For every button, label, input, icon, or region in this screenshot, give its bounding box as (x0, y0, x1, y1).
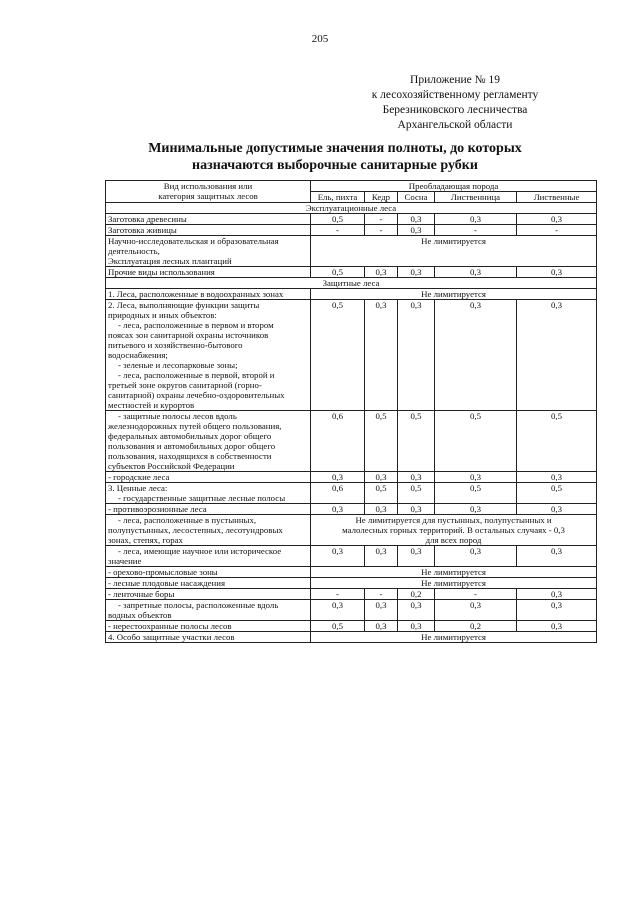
appendix-line: Архангельской области (397, 119, 513, 131)
value-cell: 0,3 (365, 546, 398, 567)
value-cell: 0,5 (435, 483, 517, 504)
no-limit-cell: Не лимитируется (311, 289, 597, 300)
row-label-line: Эксплуатация лесных плантаций (108, 256, 232, 266)
value-cell: 0,3 (311, 546, 365, 567)
appendix-line: Приложение № 19 (410, 74, 500, 86)
no-limit-cell: Не лимитируется (311, 578, 597, 589)
no-limit-cell: Не лимитируется (311, 632, 597, 643)
section-exploitation: Эксплуатационные леса (106, 203, 597, 214)
value-cell: 0,5 (365, 483, 398, 504)
table-row (106, 214, 597, 225)
value-cell: 0,3 (435, 267, 517, 278)
row-label-line: - защитные полосы лесов вдоль (118, 411, 237, 421)
value-cell: 0,3 (365, 621, 398, 632)
value-cell: 0,3 (398, 214, 435, 225)
value-cell: 0,5 (311, 267, 365, 278)
value-cell: - (365, 214, 398, 225)
row-label-line: - запретные полосы, расположенные вдоль (118, 600, 279, 610)
table-row (106, 600, 597, 621)
document-title (100, 140, 570, 174)
row-label: Заготовка древесины (106, 214, 311, 225)
row-label: Заготовка живицы (106, 225, 311, 236)
page-number: 205 (311, 33, 329, 45)
header-species: Ель, пихта (311, 192, 365, 203)
header-species-group: Преобладающая порода (311, 181, 597, 192)
value-cell: 0,3 (517, 214, 597, 225)
value-cell: - (365, 589, 398, 600)
value-cell: 0,3 (435, 504, 517, 515)
row-label: - ленточные боры (106, 589, 311, 600)
table-row (106, 567, 597, 578)
row-label-line: субъектов Российской Федерации (108, 461, 235, 471)
row-label-line: водных объектов (108, 610, 172, 620)
note-line: малолесных горных территорий. В остальных случаях - 0,3 (342, 525, 565, 535)
row-label-line: зонах, степях, горах (108, 535, 183, 545)
value-cell: 0,3 (517, 621, 597, 632)
row-label-line: полупустынных, лесостепных, лесотундровых (108, 525, 283, 535)
header-row (106, 181, 597, 192)
table-row (106, 578, 597, 589)
table-row (106, 411, 597, 472)
row-label: 4. Особо защитные участки лесов (106, 632, 311, 643)
value-cell: 0,3 (311, 504, 365, 515)
value-cell: 0,3 (398, 621, 435, 632)
row-label-line: санитарной) охраны лечебно-оздоровительных (108, 390, 285, 400)
row-label: 1. Леса, расположенные в водоохранных зонах (106, 289, 311, 300)
value-cell: 0,3 (435, 300, 517, 411)
value-cell: 0,5 (398, 483, 435, 504)
value-cell: 0,3 (517, 546, 597, 567)
value-cell: 0,3 (311, 472, 365, 483)
no-limit-cell: Не лимитируется (311, 567, 597, 578)
value-cell: 0,5 (517, 483, 597, 504)
row-label-line: деятельность, (108, 246, 160, 256)
value-cell: 0,5 (517, 411, 597, 472)
value-cell: 0,3 (517, 504, 597, 515)
row-label-line: железнодорожных путей общего пользования, (108, 421, 282, 431)
value-cell: - (365, 225, 398, 236)
row-label: - орехово-промысловые зоны (106, 567, 311, 578)
value-cell: 0,3 (365, 504, 398, 515)
value-cell: 0,5 (435, 411, 517, 472)
value-cell: 0,3 (398, 546, 435, 567)
value-cell: 0,3 (398, 300, 435, 411)
value-cell: 0,3 (365, 472, 398, 483)
row-label-line: 3. Ценные леса: (108, 483, 168, 493)
row-label-line: 2. Леса, выполняющие функции защиты (108, 300, 260, 310)
title-line-2: назначаются выборочные санитарные рубки (192, 158, 478, 173)
row-label-line: - леса, расположенные в первой, второй и (118, 370, 275, 380)
row-label-line: третьей зоне округов санитарной (горно- (108, 380, 262, 390)
row-label-line: федеральных автомобильных дорог общего (108, 431, 272, 441)
header-species: Сосна (398, 192, 435, 203)
header-species: Кедр (365, 192, 398, 203)
row-label-line: пользования, находящихся в собственности (108, 451, 272, 461)
row-label: - лесные плодовые насаждения (106, 578, 311, 589)
row-label: Прочие виды использования (106, 267, 311, 278)
value-cell: 0,5 (311, 300, 365, 411)
appendix-line: Березниковского лесничества (382, 104, 528, 116)
value-cell: 0,3 (435, 600, 517, 621)
row-label-line: - леса, имеющие научное или историческое (118, 546, 282, 556)
value-cell: 0,3 (365, 300, 398, 411)
row-label-line: пользования и автомобильных дорог общего (108, 441, 276, 451)
appendix-header (330, 73, 580, 133)
section-protective: Защитные леса (106, 278, 597, 289)
row-label-line: водоснабжения; (108, 350, 168, 360)
table-row (106, 472, 597, 483)
header-use-line: категория защитных лесов (158, 191, 258, 201)
no-limit-cell: Не лимитируется (311, 236, 597, 267)
table-row (106, 621, 597, 632)
header-species: Лиственные (517, 192, 597, 203)
row-label-line: природных и иных объектов: (108, 310, 217, 320)
density-table (105, 180, 597, 643)
table-row (106, 504, 597, 515)
value-cell: 0,3 (398, 600, 435, 621)
value-cell: 0,3 (435, 546, 517, 567)
row-label (106, 236, 311, 267)
value-cell: 0,3 (398, 504, 435, 515)
value-cell: 0,3 (517, 267, 597, 278)
row-label-line: местностей и курортов (108, 400, 195, 410)
row-label (106, 515, 311, 546)
note-line: для всех пород (425, 535, 482, 545)
appendix-line: к лесохозяйственному регламенту (371, 89, 539, 101)
table-row (106, 546, 597, 567)
table-row (106, 267, 597, 278)
value-cell: 0,3 (398, 472, 435, 483)
value-cell: 0,2 (398, 589, 435, 600)
header-species: Лиственница (435, 192, 517, 203)
row-label-line: значение (108, 556, 142, 566)
value-cell: - (435, 225, 517, 236)
value-cell: 0,3 (398, 267, 435, 278)
value-cell: 0,5 (311, 214, 365, 225)
value-cell: - (311, 589, 365, 600)
value-cell: 0,5 (398, 411, 435, 472)
row-label (106, 411, 311, 472)
note-line: Не лимитируется для пустынных, полупустынных и (355, 515, 552, 525)
row-label-line: - леса, расположенные в первом и втором (118, 320, 274, 330)
value-cell: 0,3 (517, 472, 597, 483)
value-cell: 0,2 (435, 621, 517, 632)
table-row (106, 236, 597, 267)
row-label: - противоэрозионные леса (106, 504, 311, 515)
value-cell: 0,3 (517, 300, 597, 411)
row-label-line: - зеленые и лесопарковые зоны; (118, 360, 238, 370)
header-use-cell (106, 181, 311, 203)
section-row (106, 278, 597, 289)
table-row (106, 483, 597, 504)
row-label (106, 546, 311, 567)
value-cell: 0,5 (365, 411, 398, 472)
row-label: - нерестоохранные полосы лесов (106, 621, 311, 632)
row-label-line: - леса, расположенные в пустынных, (118, 515, 257, 525)
row-label-line: питьевого и хозяйственно-бытового (108, 340, 243, 350)
table-row (106, 300, 597, 411)
row-label (106, 483, 311, 504)
row-label-line: - государственные защитные лесные полосы (118, 493, 286, 503)
value-cell: 0,5 (311, 621, 365, 632)
table-row (106, 289, 597, 300)
value-cell: 0,3 (435, 214, 517, 225)
value-cell: - (311, 225, 365, 236)
row-label: - городские леса (106, 472, 311, 483)
table-row (106, 515, 597, 546)
value-cell: 0,3 (365, 267, 398, 278)
note-cell (311, 515, 597, 546)
value-cell: 0,3 (365, 600, 398, 621)
header-use-line: Вид использования или (163, 181, 253, 191)
title-line-1: Минимальные допустимые значения полноты, до которых (148, 141, 522, 156)
row-label (106, 300, 311, 411)
table-row (106, 225, 597, 236)
table-row (106, 589, 597, 600)
table-row (106, 632, 597, 643)
value-cell: 0,6 (311, 411, 365, 472)
value-cell: 0,3 (517, 589, 597, 600)
section-row (106, 203, 597, 214)
value-cell: 0,3 (398, 225, 435, 236)
value-cell: 0,6 (311, 483, 365, 504)
value-cell: - (435, 589, 517, 600)
value-cell: 0,3 (517, 600, 597, 621)
value-cell: 0,3 (311, 600, 365, 621)
row-label-line: поясах зон санитарной охраны источников (108, 330, 269, 340)
value-cell: 0,3 (435, 472, 517, 483)
row-label-line: Научно-исследовательская и образовательная (108, 236, 279, 246)
value-cell: - (517, 225, 597, 236)
row-label (106, 600, 311, 621)
